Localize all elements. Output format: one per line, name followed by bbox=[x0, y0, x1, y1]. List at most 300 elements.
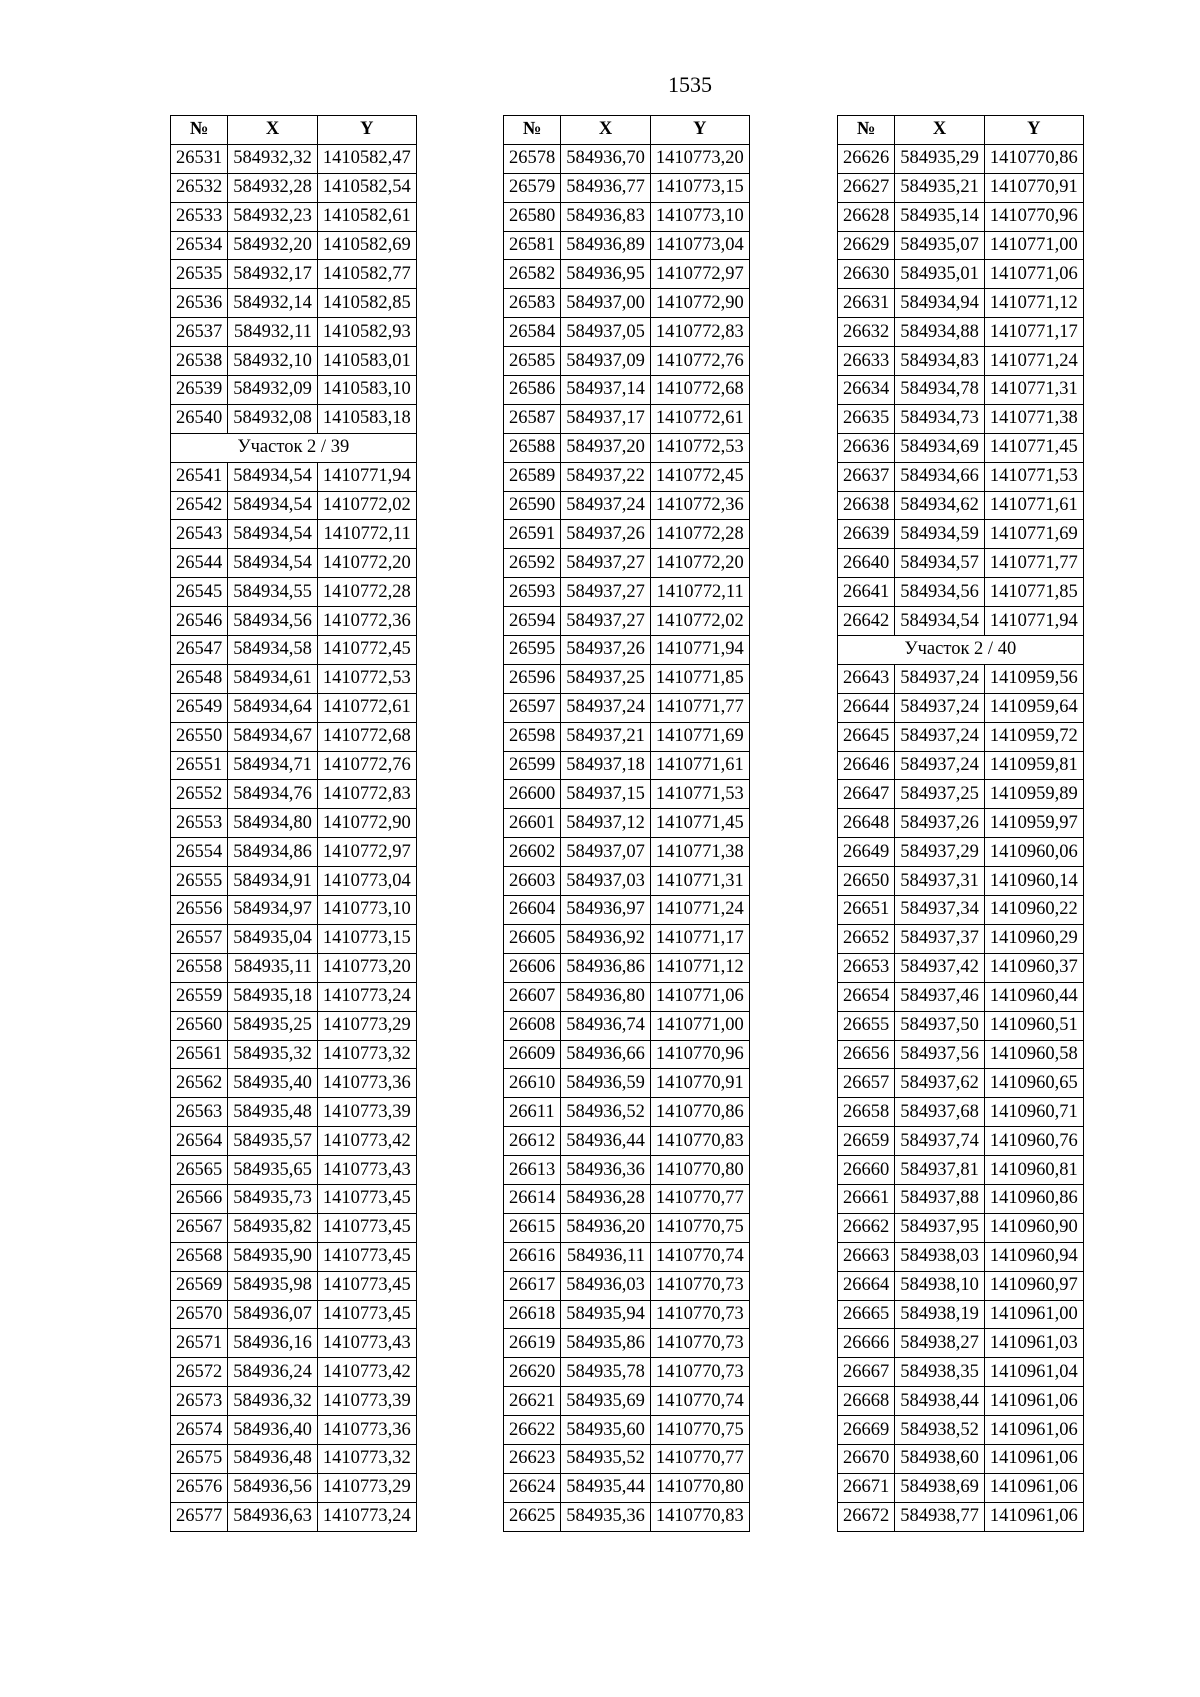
coord-y: 1410959,81 bbox=[984, 751, 1083, 780]
table-row bbox=[504, 491, 750, 520]
point-number: 26649 bbox=[838, 838, 895, 867]
point-number: 26567 bbox=[171, 1213, 228, 1242]
table-row bbox=[838, 809, 1084, 838]
table-row bbox=[504, 1069, 750, 1098]
point-number: 26605 bbox=[504, 924, 561, 953]
point-number: 26594 bbox=[504, 607, 561, 636]
header-number: № bbox=[171, 116, 228, 145]
table-row bbox=[838, 404, 1084, 433]
table-row bbox=[504, 231, 750, 260]
coord-x: 584936,48 bbox=[228, 1444, 318, 1473]
point-number: 26581 bbox=[504, 231, 561, 260]
coord-y: 1410582,77 bbox=[317, 260, 416, 289]
point-number: 26633 bbox=[838, 347, 895, 376]
coord-y: 1410773,24 bbox=[317, 982, 416, 1011]
coord-y: 1410771,94 bbox=[984, 607, 1083, 636]
coord-y: 1410583,18 bbox=[317, 404, 416, 433]
table-row bbox=[838, 751, 1084, 780]
coord-x: 584932,28 bbox=[228, 173, 318, 202]
header-row bbox=[504, 116, 750, 145]
point-number: 26650 bbox=[838, 867, 895, 896]
coord-y: 1410960,51 bbox=[984, 1011, 1083, 1040]
point-number: 26577 bbox=[171, 1502, 228, 1531]
table-row bbox=[504, 318, 750, 347]
coord-x: 584937,68 bbox=[895, 1098, 985, 1127]
coord-x: 584937,03 bbox=[561, 867, 651, 896]
table-row bbox=[838, 1040, 1084, 1069]
point-number: 26627 bbox=[838, 173, 895, 202]
coord-x: 584938,77 bbox=[895, 1502, 985, 1531]
coord-y: 1410583,01 bbox=[317, 347, 416, 376]
coord-x: 584935,94 bbox=[561, 1300, 651, 1329]
coord-x: 584935,04 bbox=[228, 924, 318, 953]
coord-y: 1410773,10 bbox=[650, 202, 749, 231]
coord-x: 584932,23 bbox=[228, 202, 318, 231]
point-number: 26542 bbox=[171, 491, 228, 520]
coord-x: 584938,35 bbox=[895, 1358, 985, 1387]
table-row bbox=[171, 953, 417, 982]
coord-x: 584935,21 bbox=[895, 173, 985, 202]
coord-x: 584936,24 bbox=[228, 1358, 318, 1387]
coord-x: 584935,25 bbox=[228, 1011, 318, 1040]
point-number: 26665 bbox=[838, 1300, 895, 1329]
coord-x: 584935,36 bbox=[561, 1502, 651, 1531]
table-row bbox=[171, 693, 417, 722]
point-number: 26668 bbox=[838, 1387, 895, 1416]
point-number: 26630 bbox=[838, 260, 895, 289]
point-number: 26643 bbox=[838, 664, 895, 693]
point-number: 26645 bbox=[838, 722, 895, 751]
coord-x: 584937,27 bbox=[561, 607, 651, 636]
point-number: 26628 bbox=[838, 202, 895, 231]
point-number: 26634 bbox=[838, 376, 895, 405]
point-number: 26619 bbox=[504, 1329, 561, 1358]
coord-y: 1410583,10 bbox=[317, 376, 416, 405]
coord-x: 584937,09 bbox=[561, 347, 651, 376]
point-number: 26660 bbox=[838, 1156, 895, 1185]
coord-y: 1410771,06 bbox=[984, 260, 1083, 289]
coord-x: 584937,24 bbox=[895, 722, 985, 751]
table-row bbox=[504, 1213, 750, 1242]
point-number: 26531 bbox=[171, 144, 228, 173]
point-number: 26585 bbox=[504, 347, 561, 376]
coord-y: 1410959,89 bbox=[984, 780, 1083, 809]
coord-x: 584937,15 bbox=[561, 780, 651, 809]
coord-x: 584934,76 bbox=[228, 780, 318, 809]
table-row bbox=[504, 780, 750, 809]
point-number: 26621 bbox=[504, 1387, 561, 1416]
coord-y: 1410772,20 bbox=[317, 549, 416, 578]
coord-x: 584935,90 bbox=[228, 1242, 318, 1271]
coord-x: 584936,52 bbox=[561, 1098, 651, 1127]
point-number: 26608 bbox=[504, 1011, 561, 1040]
coord-x: 584936,32 bbox=[228, 1387, 318, 1416]
coord-y: 1410960,44 bbox=[984, 982, 1083, 1011]
table-row bbox=[504, 636, 750, 665]
coord-y: 1410770,77 bbox=[650, 1184, 749, 1213]
coord-y: 1410773,45 bbox=[317, 1300, 416, 1329]
coord-y: 1410960,90 bbox=[984, 1213, 1083, 1242]
coord-x: 584935,65 bbox=[228, 1156, 318, 1185]
coord-y: 1410960,06 bbox=[984, 838, 1083, 867]
table-row bbox=[838, 260, 1084, 289]
point-number: 26587 bbox=[504, 404, 561, 433]
coord-x: 584934,62 bbox=[895, 491, 985, 520]
table-row bbox=[171, 1300, 417, 1329]
coord-y: 1410772,28 bbox=[650, 520, 749, 549]
table-row bbox=[171, 1242, 417, 1271]
point-number: 26544 bbox=[171, 549, 228, 578]
point-number: 26579 bbox=[504, 173, 561, 202]
coord-y: 1410770,73 bbox=[650, 1358, 749, 1387]
coord-y: 1410773,04 bbox=[650, 231, 749, 260]
coordinate-table-3 bbox=[837, 115, 1084, 1532]
table-row bbox=[838, 173, 1084, 202]
coord-y: 1410772,97 bbox=[650, 260, 749, 289]
coord-x: 584934,67 bbox=[228, 722, 318, 751]
point-number: 26616 bbox=[504, 1242, 561, 1271]
table-row bbox=[504, 520, 750, 549]
table-row bbox=[504, 1040, 750, 1069]
section-label: Участок 2 / 40 bbox=[838, 636, 1084, 665]
coord-x: 584934,83 bbox=[895, 347, 985, 376]
header-x: X bbox=[228, 116, 318, 145]
coord-y: 1410960,29 bbox=[984, 924, 1083, 953]
table-row bbox=[838, 924, 1084, 953]
coord-y: 1410961,06 bbox=[984, 1416, 1083, 1445]
coord-y: 1410772,02 bbox=[317, 491, 416, 520]
point-number: 26656 bbox=[838, 1040, 895, 1069]
coord-x: 584935,07 bbox=[895, 231, 985, 260]
coord-y: 1410770,80 bbox=[650, 1156, 749, 1185]
coord-y: 1410960,76 bbox=[984, 1127, 1083, 1156]
point-number: 26554 bbox=[171, 838, 228, 867]
coord-x: 584936,97 bbox=[561, 896, 651, 925]
coord-y: 1410770,86 bbox=[650, 1098, 749, 1127]
point-number: 26663 bbox=[838, 1242, 895, 1271]
table-row bbox=[504, 809, 750, 838]
table-row bbox=[171, 1329, 417, 1358]
coord-x: 584935,73 bbox=[228, 1184, 318, 1213]
coord-y: 1410773,32 bbox=[317, 1040, 416, 1069]
coord-y: 1410960,71 bbox=[984, 1098, 1083, 1127]
coord-y: 1410773,43 bbox=[317, 1329, 416, 1358]
point-number: 26586 bbox=[504, 376, 561, 405]
coord-y: 1410772,97 bbox=[317, 838, 416, 867]
coord-y: 1410582,61 bbox=[317, 202, 416, 231]
point-number: 26653 bbox=[838, 953, 895, 982]
coord-y: 1410771,00 bbox=[650, 1011, 749, 1040]
point-number: 26536 bbox=[171, 289, 228, 318]
coord-x: 584938,44 bbox=[895, 1387, 985, 1416]
table-row bbox=[838, 1358, 1084, 1387]
coord-y: 1410770,83 bbox=[650, 1127, 749, 1156]
table-row bbox=[171, 1184, 417, 1213]
coord-y: 1410771,24 bbox=[650, 896, 749, 925]
coord-x: 584937,88 bbox=[895, 1184, 985, 1213]
table-row bbox=[838, 462, 1084, 491]
coord-y: 1410772,61 bbox=[317, 693, 416, 722]
coord-x: 584936,59 bbox=[561, 1069, 651, 1098]
table-row bbox=[171, 318, 417, 347]
table-row bbox=[504, 260, 750, 289]
point-number: 26662 bbox=[838, 1213, 895, 1242]
coord-x: 584938,03 bbox=[895, 1242, 985, 1271]
coord-y: 1410772,45 bbox=[317, 636, 416, 665]
point-number: 26564 bbox=[171, 1127, 228, 1156]
coord-y: 1410961,06 bbox=[984, 1502, 1083, 1531]
coord-y: 1410772,83 bbox=[317, 780, 416, 809]
section-row bbox=[171, 433, 417, 462]
coord-y: 1410771,24 bbox=[984, 347, 1083, 376]
point-number: 26550 bbox=[171, 722, 228, 751]
coord-y: 1410770,74 bbox=[650, 1387, 749, 1416]
coord-x: 584937,18 bbox=[561, 751, 651, 780]
point-number: 26612 bbox=[504, 1127, 561, 1156]
coord-x: 584934,56 bbox=[228, 607, 318, 636]
table-row bbox=[504, 751, 750, 780]
coord-x: 584936,77 bbox=[561, 173, 651, 202]
point-number: 26583 bbox=[504, 289, 561, 318]
coord-y: 1410771,00 bbox=[984, 231, 1083, 260]
header-x: X bbox=[561, 116, 651, 145]
point-number: 26644 bbox=[838, 693, 895, 722]
table-row bbox=[838, 1242, 1084, 1271]
coord-y: 1410770,75 bbox=[650, 1213, 749, 1242]
point-number: 26532 bbox=[171, 173, 228, 202]
coord-x: 584937,74 bbox=[895, 1127, 985, 1156]
table-row bbox=[504, 462, 750, 491]
table-row bbox=[504, 549, 750, 578]
table-row bbox=[838, 1184, 1084, 1213]
point-number: 26556 bbox=[171, 896, 228, 925]
coord-x: 584934,78 bbox=[895, 376, 985, 405]
coord-y: 1410960,81 bbox=[984, 1156, 1083, 1185]
point-number: 26666 bbox=[838, 1329, 895, 1358]
page-number: 1535 bbox=[668, 72, 712, 97]
table-row bbox=[504, 953, 750, 982]
coord-y: 1410960,86 bbox=[984, 1184, 1083, 1213]
table-row bbox=[504, 347, 750, 376]
coord-y: 1410582,47 bbox=[317, 144, 416, 173]
point-number: 26570 bbox=[171, 1300, 228, 1329]
point-number: 26590 bbox=[504, 491, 561, 520]
table-row bbox=[838, 202, 1084, 231]
table-row bbox=[504, 1184, 750, 1213]
coord-y: 1410960,97 bbox=[984, 1271, 1083, 1300]
coord-x: 584935,14 bbox=[895, 202, 985, 231]
point-number: 26632 bbox=[838, 318, 895, 347]
point-number: 26625 bbox=[504, 1502, 561, 1531]
coord-x: 584936,28 bbox=[561, 1184, 651, 1213]
coord-x: 584938,52 bbox=[895, 1416, 985, 1445]
point-number: 26600 bbox=[504, 780, 561, 809]
coord-x: 584936,20 bbox=[561, 1213, 651, 1242]
point-number: 26669 bbox=[838, 1416, 895, 1445]
table-row bbox=[171, 838, 417, 867]
coord-y: 1410772,90 bbox=[317, 809, 416, 838]
coord-x: 584937,34 bbox=[895, 896, 985, 925]
coord-y: 1410773,39 bbox=[317, 1387, 416, 1416]
coord-y: 1410582,54 bbox=[317, 173, 416, 202]
point-number: 26539 bbox=[171, 376, 228, 405]
coord-x: 584935,32 bbox=[228, 1040, 318, 1069]
coord-y: 1410960,37 bbox=[984, 953, 1083, 982]
coord-y: 1410773,20 bbox=[317, 953, 416, 982]
table-row bbox=[838, 1329, 1084, 1358]
coord-x: 584937,27 bbox=[561, 549, 651, 578]
coord-y: 1410961,06 bbox=[984, 1473, 1083, 1502]
coord-y: 1410773,20 bbox=[650, 144, 749, 173]
point-number: 26607 bbox=[504, 982, 561, 1011]
point-number: 26661 bbox=[838, 1184, 895, 1213]
coord-x: 584934,71 bbox=[228, 751, 318, 780]
coord-x: 584932,32 bbox=[228, 144, 318, 173]
coord-x: 584936,86 bbox=[561, 953, 651, 982]
table-row bbox=[838, 433, 1084, 462]
coord-x: 584937,31 bbox=[895, 867, 985, 896]
point-number: 26565 bbox=[171, 1156, 228, 1185]
table-row bbox=[504, 924, 750, 953]
point-number: 26595 bbox=[504, 636, 561, 665]
table-row bbox=[171, 636, 417, 665]
coord-x: 584936,03 bbox=[561, 1271, 651, 1300]
coord-x: 584937,25 bbox=[561, 664, 651, 693]
point-number: 26651 bbox=[838, 896, 895, 925]
point-number: 26664 bbox=[838, 1271, 895, 1300]
point-number: 26551 bbox=[171, 751, 228, 780]
coord-x: 584936,74 bbox=[561, 1011, 651, 1040]
coord-x: 584937,46 bbox=[895, 982, 985, 1011]
coord-y: 1410771,85 bbox=[650, 664, 749, 693]
point-number: 26603 bbox=[504, 867, 561, 896]
coord-y: 1410582,69 bbox=[317, 231, 416, 260]
coord-x: 584934,58 bbox=[228, 636, 318, 665]
coord-y: 1410771,17 bbox=[984, 318, 1083, 347]
table-row bbox=[838, 1098, 1084, 1127]
coord-x: 584934,97 bbox=[228, 896, 318, 925]
point-number: 26575 bbox=[171, 1444, 228, 1473]
coord-x: 584937,26 bbox=[561, 636, 651, 665]
point-number: 26584 bbox=[504, 318, 561, 347]
point-number: 26637 bbox=[838, 462, 895, 491]
point-number: 26647 bbox=[838, 780, 895, 809]
coord-y: 1410771,12 bbox=[650, 953, 749, 982]
coord-y: 1410771,53 bbox=[650, 780, 749, 809]
coord-x: 584934,69 bbox=[895, 433, 985, 462]
point-number: 26537 bbox=[171, 318, 228, 347]
point-number: 26611 bbox=[504, 1098, 561, 1127]
coord-y: 1410771,94 bbox=[317, 462, 416, 491]
header-y: Y bbox=[317, 116, 416, 145]
coord-y: 1410770,75 bbox=[650, 1416, 749, 1445]
table-row bbox=[171, 896, 417, 925]
coord-x: 584937,24 bbox=[561, 693, 651, 722]
coord-y: 1410959,64 bbox=[984, 693, 1083, 722]
table-row bbox=[171, 607, 417, 636]
header-y: Y bbox=[984, 116, 1083, 145]
point-number: 26658 bbox=[838, 1098, 895, 1127]
coord-y: 1410772,36 bbox=[317, 607, 416, 636]
coord-y: 1410771,69 bbox=[984, 520, 1083, 549]
coord-y: 1410770,73 bbox=[650, 1329, 749, 1358]
coord-y: 1410960,94 bbox=[984, 1242, 1083, 1271]
table-row bbox=[504, 1473, 750, 1502]
table-row bbox=[504, 896, 750, 925]
table-row bbox=[504, 404, 750, 433]
table-row bbox=[171, 809, 417, 838]
coord-y: 1410960,58 bbox=[984, 1040, 1083, 1069]
table-row bbox=[838, 722, 1084, 751]
coord-y: 1410959,72 bbox=[984, 722, 1083, 751]
point-number: 26631 bbox=[838, 289, 895, 318]
point-number: 26560 bbox=[171, 1011, 228, 1040]
coord-x: 584934,64 bbox=[228, 693, 318, 722]
coord-y: 1410773,42 bbox=[317, 1358, 416, 1387]
coord-x: 584936,56 bbox=[228, 1473, 318, 1502]
coord-x: 584937,24 bbox=[895, 751, 985, 780]
coord-y: 1410960,22 bbox=[984, 896, 1083, 925]
point-number: 26599 bbox=[504, 751, 561, 780]
point-number: 26591 bbox=[504, 520, 561, 549]
coord-x: 584934,55 bbox=[228, 578, 318, 607]
coord-y: 1410770,74 bbox=[650, 1242, 749, 1271]
coord-x: 584937,81 bbox=[895, 1156, 985, 1185]
coord-x: 584935,01 bbox=[895, 260, 985, 289]
coord-y: 1410961,06 bbox=[984, 1444, 1083, 1473]
point-number: 26624 bbox=[504, 1473, 561, 1502]
table-row bbox=[838, 289, 1084, 318]
table-row bbox=[838, 347, 1084, 376]
header-number: № bbox=[838, 116, 895, 145]
coord-x: 584932,08 bbox=[228, 404, 318, 433]
point-number: 26655 bbox=[838, 1011, 895, 1040]
coord-y: 1410961,03 bbox=[984, 1329, 1083, 1358]
coord-x: 584936,11 bbox=[561, 1242, 651, 1271]
point-number: 26618 bbox=[504, 1300, 561, 1329]
coord-x: 584932,09 bbox=[228, 376, 318, 405]
table-row bbox=[171, 1011, 417, 1040]
point-number: 26545 bbox=[171, 578, 228, 607]
coord-x: 584937,50 bbox=[895, 1011, 985, 1040]
coord-y: 1410582,85 bbox=[317, 289, 416, 318]
coord-x: 584936,16 bbox=[228, 1329, 318, 1358]
point-number: 26604 bbox=[504, 896, 561, 925]
coord-y: 1410771,38 bbox=[650, 838, 749, 867]
point-number: 26648 bbox=[838, 809, 895, 838]
point-number: 26558 bbox=[171, 953, 228, 982]
coord-y: 1410771,17 bbox=[650, 924, 749, 953]
point-number: 26562 bbox=[171, 1069, 228, 1098]
coord-x: 584937,42 bbox=[895, 953, 985, 982]
coord-y: 1410772,28 bbox=[317, 578, 416, 607]
table-row bbox=[171, 664, 417, 693]
coord-y: 1410770,77 bbox=[650, 1444, 749, 1473]
coord-y: 1410772,68 bbox=[317, 722, 416, 751]
table-row bbox=[171, 751, 417, 780]
point-number: 26543 bbox=[171, 520, 228, 549]
coord-x: 584937,24 bbox=[561, 491, 651, 520]
point-number: 26620 bbox=[504, 1358, 561, 1387]
coord-x: 584938,69 bbox=[895, 1473, 985, 1502]
table-row bbox=[171, 347, 417, 376]
table-row bbox=[504, 1502, 750, 1531]
table-row bbox=[171, 144, 417, 173]
point-number: 26538 bbox=[171, 347, 228, 376]
point-number: 26598 bbox=[504, 722, 561, 751]
table-row bbox=[504, 1242, 750, 1271]
coord-x: 584937,07 bbox=[561, 838, 651, 867]
